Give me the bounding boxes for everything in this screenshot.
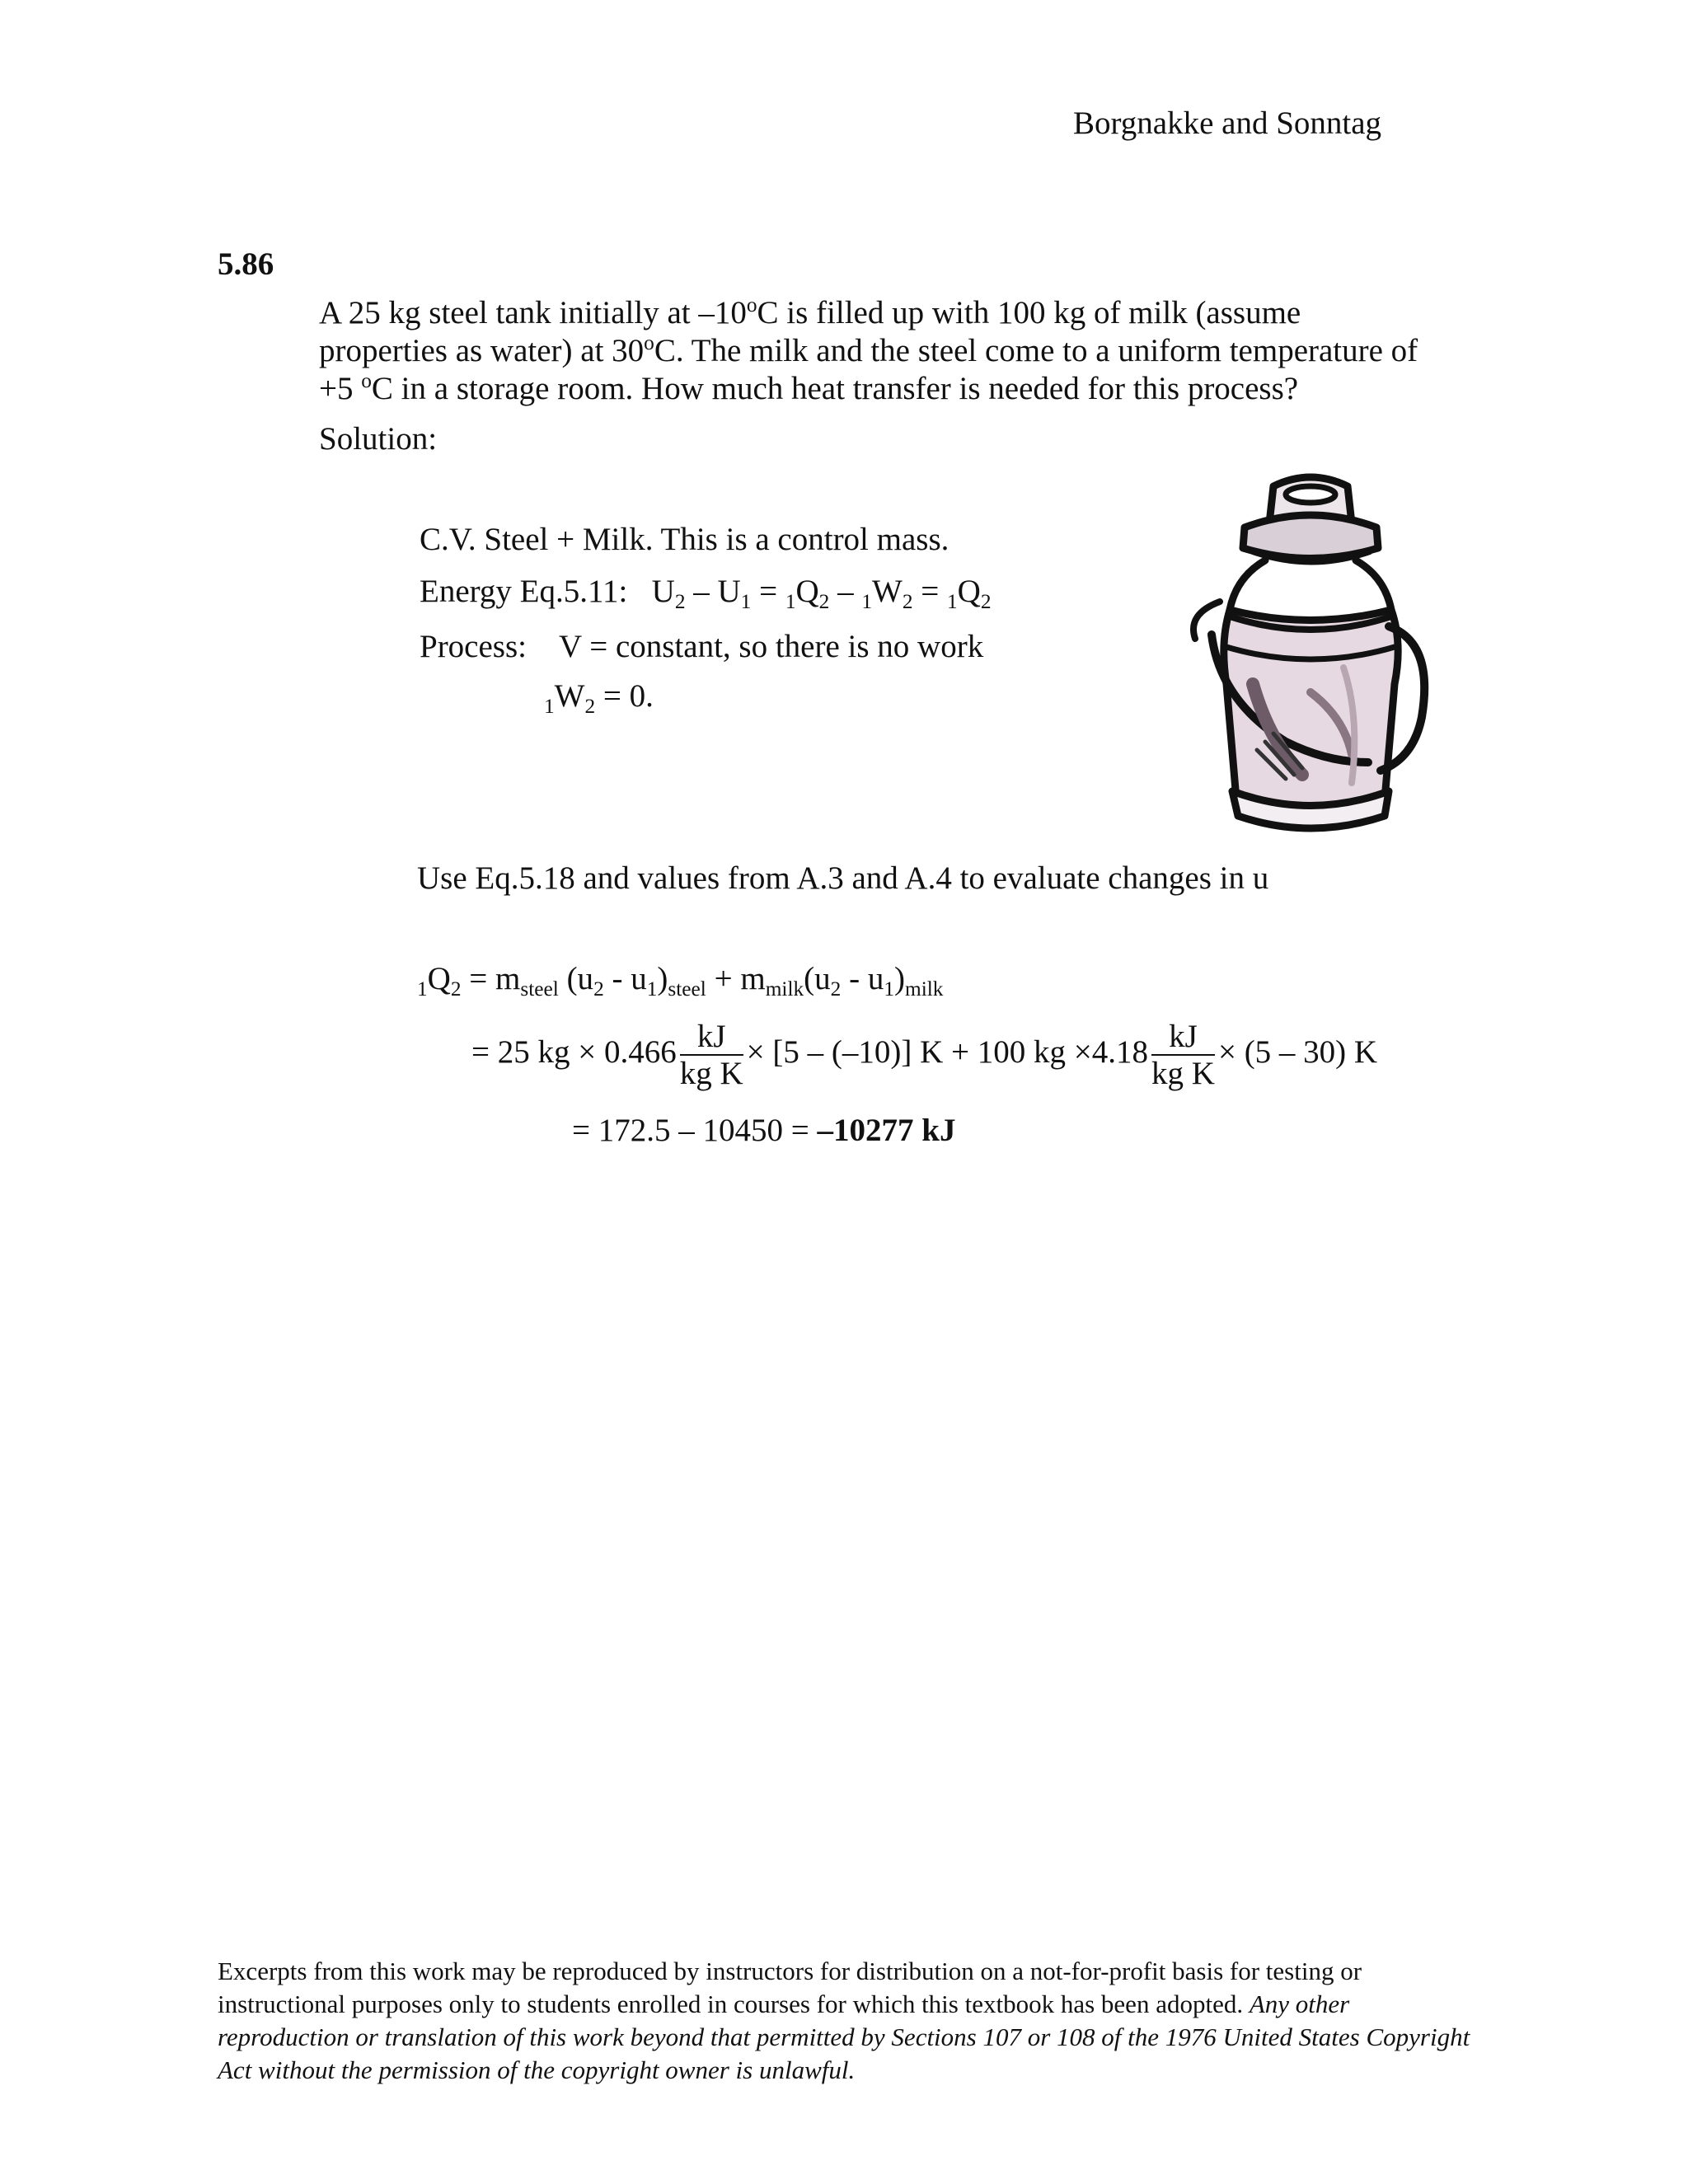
running-header-author: Borgnakke and Sonntag — [1073, 105, 1382, 141]
solution-label: Solution: — [319, 421, 438, 457]
statement-line-2: properties as water) at 30$^o$C. The milk and the steel come to a uniform temperature of — [319, 331, 1418, 368]
problem-number: 5.86 — [218, 246, 274, 282]
unit-fraction-milk: $\frac{kJ}{\text{kg K}}$ — [1151, 1019, 1215, 1091]
statement-line-3: +5 $^o$C in a storage room. How much heat transfer is needed for this process? — [319, 369, 1299, 406]
work-zero-line: $_1W_2 = 0$. — [544, 678, 654, 719]
method-line: Use Eq.5.18 and values from A.3 and A.4 to evaluate changes in u — [417, 860, 1269, 896]
energy-equation-line: Energy Eq.5.11: $U_2 - U_1 = _1Q_2 - _1W_2 = _1Q_2$ — [420, 574, 992, 614]
final-result: = 172.5 – 10450 = –10277 kJ — [572, 1113, 956, 1148]
numeric-substitution: = 25 kg × 0.466 $\frac{kJ}{\text{kg K}}$ × [5 – (–10)] K + 100 kg ×4.18 $\frac{kJ}{\text{kg K}}$ × (5 – 30) K — [471, 1019, 1378, 1091]
heat-transfer-equation: $_1Q_2 = m_{steel}$ $(u_2 - u_1)_{steel} + m_{milk}(u_2 - u_1)_{milk}$ — [417, 961, 944, 1001]
statement-line-1: A 25 kg steel tank initially at –10$^o$C is filled up with 100 kg of milk (assume — [319, 293, 1301, 330]
control-volume-line: C.V. Steel + Milk. This is a control mass. — [420, 522, 950, 557]
process-line: Process: V = constant, so there is no work — [420, 629, 984, 664]
answer: –10277 kJ — [817, 1113, 956, 1148]
copyright-notice: Excerpts from this work may be reproduced by instructors for distribution on a not-for-profit basis for testing or instructional purposes only to students enrolled in courses for which this textbook has been adopted. Any other reproduction or translation of this work beyond that permitted by Sections 107 or 108 of the 1976 United States Copyright Act without the permission of the copyright owner is unlawful. — [218, 1957, 1470, 2084]
unit-fraction-steel: $\frac{kJ}{\text{kg K}}$ — [679, 1019, 743, 1091]
milk-can-icon — [1187, 470, 1434, 846]
